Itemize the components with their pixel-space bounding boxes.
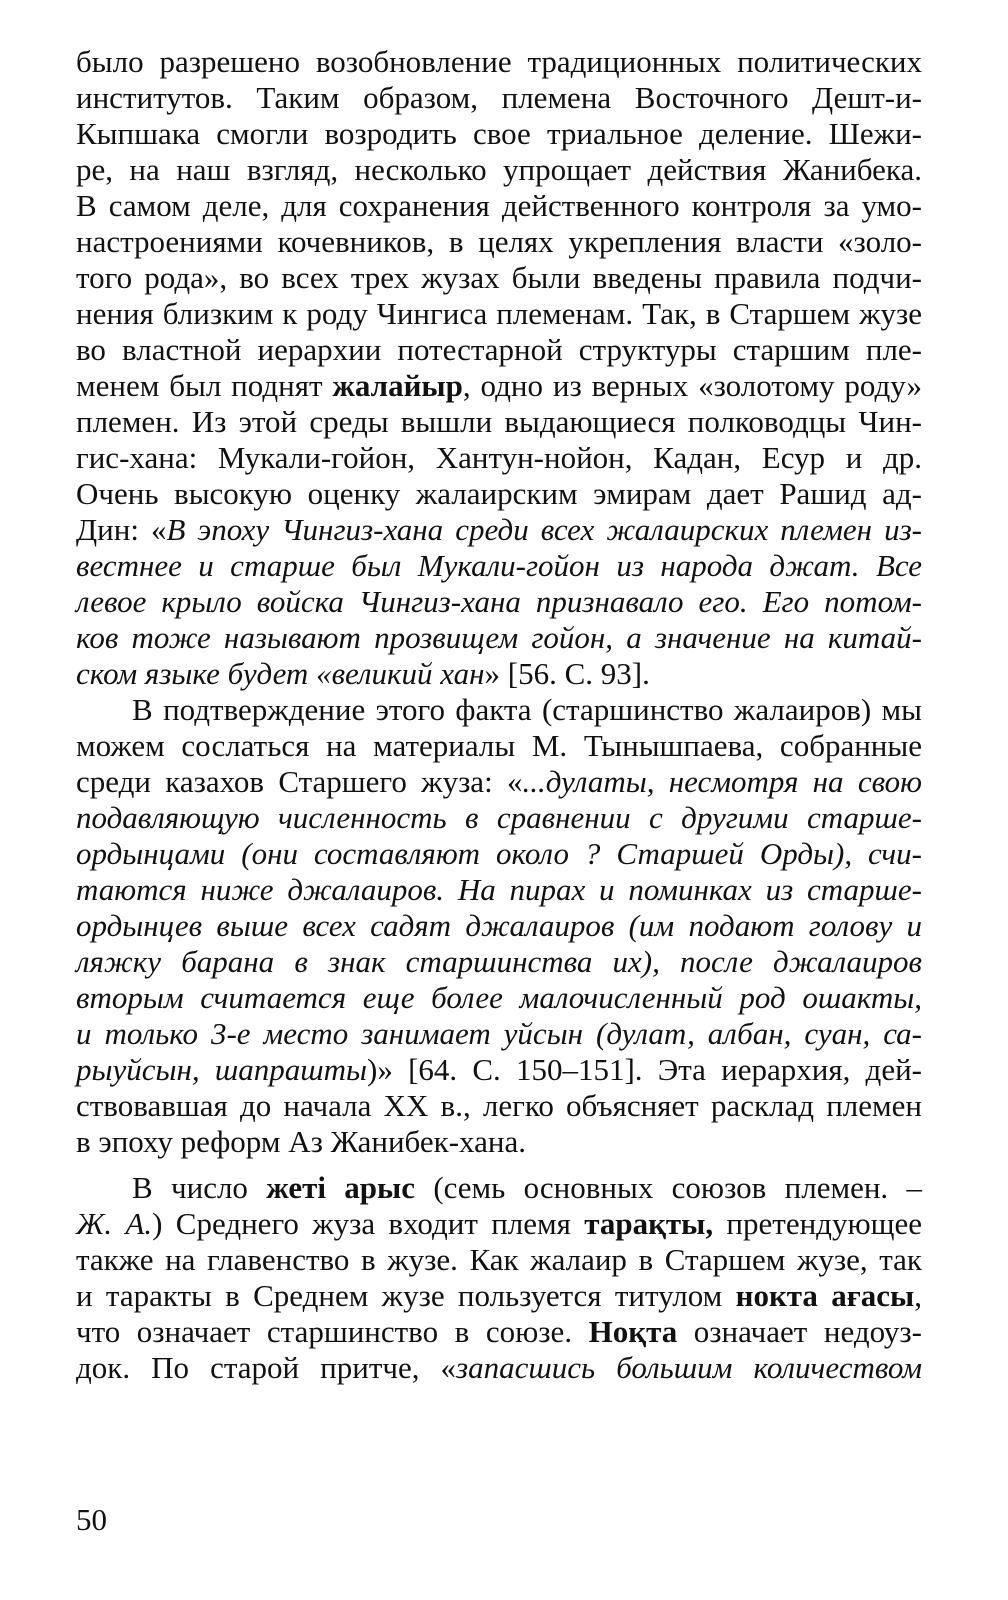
text-line — [76, 1350, 922, 1386]
text-line — [76, 80, 922, 116]
page-number: 50 — [76, 1502, 107, 1537]
text-run: ствовавшая до начала XX в., легко объясняет расклад племен — [76, 1088, 922, 1123]
text-run: В число — [132, 1170, 267, 1205]
text-run: В самом деле, для сохранения действенного контроля за умо- — [76, 188, 922, 223]
text-line — [76, 1170, 922, 1206]
text-line — [76, 476, 922, 512]
italic-quote: таются ниже джалаиров. На пирах и поминках из старше- — [76, 872, 922, 907]
text-line — [76, 908, 922, 944]
text-line — [76, 1278, 922, 1314]
text-line — [76, 224, 922, 260]
text-run: , одно из верных «золотому роду» — [462, 368, 922, 403]
text-run: В подтверждение этого факта (старшинство жалаиров) мы — [132, 692, 922, 727]
bold-term: тарақты, — [584, 1206, 714, 1241]
text-line — [76, 152, 922, 188]
text-line — [76, 1052, 922, 1088]
text-run: Очень высокую оценку жалаирским эмирам дает Рашид ад- — [76, 476, 922, 511]
text-line — [76, 836, 922, 872]
text-line — [76, 368, 922, 404]
italic-quote: рыуйсын, шапрашты — [76, 1052, 368, 1087]
text-run: Дин: « — [76, 512, 167, 547]
italic-quote: ...дулаты, несмотря на свою — [522, 764, 922, 799]
text-line — [76, 116, 922, 152]
italic-quote: подавляющую численность в сравнении с другими старше- — [76, 800, 922, 835]
text-run: среди казахов Старшего жуза: « — [76, 764, 523, 799]
text-line — [76, 764, 922, 800]
text-run: )» [64. С. 150–151]. Эта иерархия, дей- — [367, 1052, 922, 1087]
text-run: ре, на наш взгляд, несколько упрощает действия Жанибека. — [76, 152, 922, 187]
italic-quote: ском языке будет «великий хан — [76, 656, 485, 691]
text-run: было разрешено возобновление традиционных политических — [76, 44, 922, 79]
text-run: (семь основных союзов племен. – — [415, 1170, 923, 1205]
italic-quote: В эпоху Чингиз-хана среди всех жалаирских племен из- — [166, 512, 922, 547]
text-run: настроениями кочевников, в целях укрепления власти «золо- — [76, 224, 922, 259]
text-line — [76, 296, 922, 332]
text-line — [76, 1088, 922, 1124]
text-run: можем сослаться на материалы М. Тынышпаева, собранные — [76, 728, 922, 763]
paragraph-1 — [76, 44, 922, 692]
text-run: также на главенство в жузе. Как жалаир в Старшем жузе, так — [76, 1242, 922, 1277]
text-line — [76, 656, 922, 692]
text-line — [76, 1242, 922, 1278]
bold-term: жеті арыс — [266, 1170, 415, 1205]
bold-term: Ноқта — [588, 1314, 678, 1349]
text-run: претендующее — [713, 1206, 922, 1241]
text-line — [76, 512, 922, 548]
paragraph-3 — [76, 1170, 922, 1386]
text-run: » [56. С. 93]. — [484, 656, 650, 691]
italic-quote: ков тоже называют прозвищем гойон, а значение на китай- — [76, 620, 922, 655]
text-line — [76, 872, 922, 908]
italic-quote: вторым считается еще более малочисленный род ошакты, — [76, 980, 922, 1015]
text-run: того рода», во всех трех жузах были введены правила подчи- — [76, 260, 922, 295]
text-run: и таракты в Среднем жузе пользуется титулом — [76, 1278, 736, 1313]
italic-quote: ордынцами (они составляют около ? Старшей Орды), счи- — [76, 836, 922, 871]
italic-quote: ляжку барана в знак старшинства их), после джалаиров — [76, 944, 922, 979]
text-run: ) Среднего жуза входит племя — [152, 1206, 585, 1241]
text-run: в эпоху реформ Аз Жанибек-хана. — [76, 1124, 526, 1159]
italic-quote: и только 3-е место занимает уйсын (дулат, албан, суан, са- — [76, 1016, 922, 1051]
text-run: гис-хана: Мукали-гойон, Хантун-нойон, Кадан, Есур и др. — [76, 440, 922, 475]
text-line — [76, 800, 922, 836]
text-line — [76, 332, 922, 368]
text-line — [76, 1124, 922, 1160]
bold-term: жалайыр — [332, 368, 463, 403]
text-line — [76, 728, 922, 764]
text-line — [76, 1314, 922, 1350]
body-text — [76, 44, 922, 1386]
text-line — [76, 584, 922, 620]
italic-quote: вестнее и старше был Мукали-гойон из народа джат. Все — [76, 548, 922, 583]
text-line — [76, 548, 922, 584]
text-run: что означает старшинство в союзе. — [76, 1314, 589, 1349]
text-line — [76, 692, 922, 728]
italic-quote: Ж. А. — [76, 1206, 153, 1241]
italic-quote: запасшись большим количеством — [456, 1350, 922, 1385]
text-line — [76, 260, 922, 296]
text-run: , — [914, 1278, 922, 1313]
text-line — [76, 1206, 922, 1242]
paragraph-2 — [76, 692, 922, 1160]
text-run: означает недоуз- — [677, 1314, 922, 1349]
text-line — [76, 1016, 922, 1052]
text-line — [76, 188, 922, 224]
text-line — [76, 44, 922, 80]
text-run: племен. Из этой среды вышли выдающиеся полководцы Чин- — [76, 404, 922, 439]
text-line — [76, 980, 922, 1016]
text-run: нения близким к роду Чингиса племенам. Так, в Старшем жузе — [76, 296, 922, 331]
text-line — [76, 404, 922, 440]
text-line — [76, 944, 922, 980]
text-run: менем был поднят — [76, 368, 333, 403]
text-run: Кыпшака смогли возродить свое триальное деление. Шежи- — [76, 116, 922, 151]
italic-quote: левое крыло войска Чингиз-хана признавало его. Его потом- — [76, 584, 922, 619]
bold-term: нокта ағасы — [735, 1278, 915, 1313]
text-line — [76, 440, 922, 476]
text-run: во властной иерархии потестарной структуры старшим пле- — [76, 332, 922, 367]
italic-quote: ордынцев выше всех садят джалаиров (им подают голову и — [76, 908, 922, 943]
text-line — [76, 620, 922, 656]
text-run: док. По старой притче, « — [76, 1350, 457, 1385]
text-run: институтов. Таким образом, племена Восточного Дешт-и- — [76, 80, 922, 115]
